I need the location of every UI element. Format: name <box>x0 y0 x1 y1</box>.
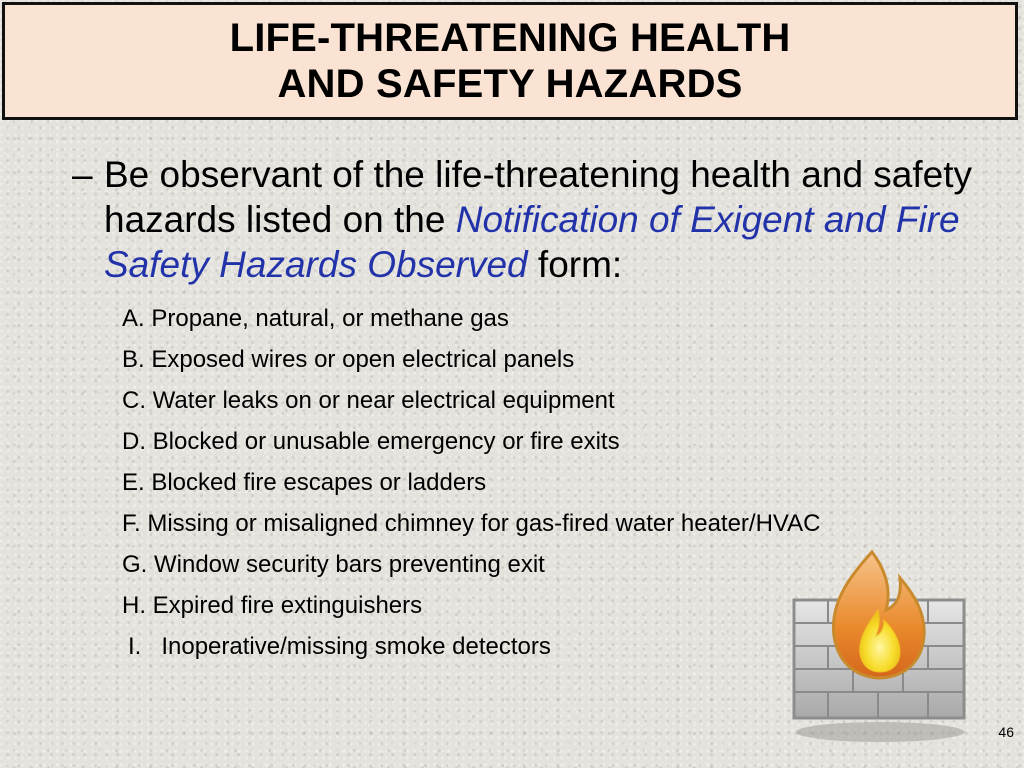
hazard-item: H. Expired fire extinguishers <box>122 592 423 619</box>
hazard-item: B. Exposed wires or open electrical panels <box>122 346 575 373</box>
hazard-text: Inoperative/missing smoke detectors <box>161 633 551 660</box>
hazard-item: F. Missing or misaligned chimney for gas-fired water heater/HVAC <box>122 510 821 537</box>
firewall-icon <box>788 548 972 744</box>
slide-title-line-2: AND SAFETY HAZARDS <box>277 62 743 106</box>
hazard-item: G. Window security bars preventing exit <box>122 551 545 578</box>
hazard-item: D. Blocked or unusable emergency or fire exits <box>122 428 620 455</box>
intro-paragraph <box>72 152 1002 287</box>
dash-bullet: – <box>72 154 93 195</box>
form-name: Notification of Exigent and Fire Safety Hazards Observed <box>104 199 960 285</box>
intro-text <box>104 152 1002 287</box>
slide-title-line-1: LIFE-THREATENING HEALTH <box>229 16 791 60</box>
hazard-item: E. Blocked fire escapes or ladders <box>122 469 487 496</box>
title-box <box>2 2 1018 120</box>
intro-text-before: Be observant of the life-threatening health and safety hazards listed on the <box>104 154 973 240</box>
intro-text-after: form: <box>527 244 623 285</box>
hazard-item: C. Water leaks on or near electrical equipment <box>122 387 615 414</box>
page-number: 46 <box>998 724 1014 740</box>
hazard-item: A. Propane, natural, or methane gas <box>122 305 509 332</box>
hazard-marker: I. <box>128 633 142 660</box>
